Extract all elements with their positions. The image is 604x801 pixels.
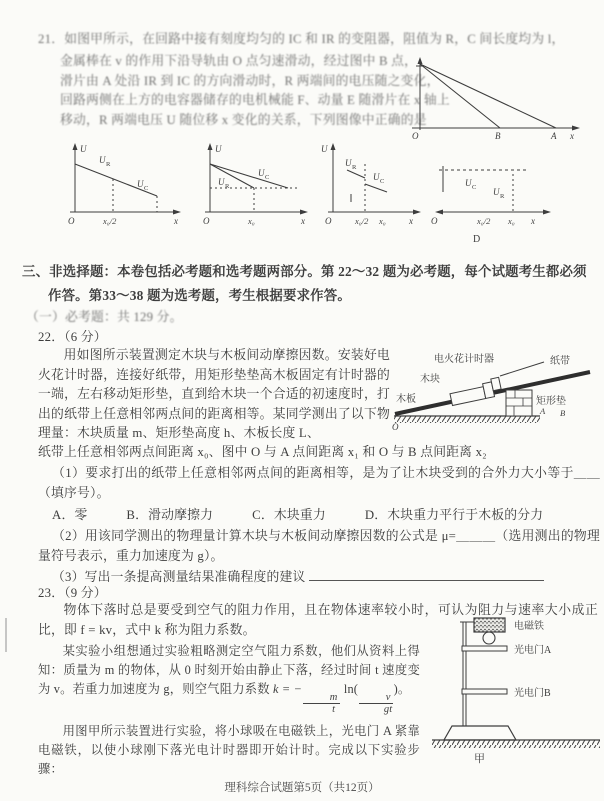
graphB-ylabel: U — [215, 144, 222, 154]
q21-line2: 金属棒在 v 的作用下沿导轨由 O 点匀速滑动，经过图中 B 点， — [60, 54, 418, 68]
graphA-xlabel: x — [174, 216, 178, 226]
q23-formula-post: )。 — [393, 682, 411, 696]
graphD-tick2: x₀ — [508, 216, 515, 226]
q23-label-gateB: 光电门B — [514, 688, 551, 699]
inset-tickB-label: B — [495, 131, 501, 141]
q23-caption-jia: 甲 — [474, 753, 485, 765]
frac1-denominator: t — [332, 704, 336, 716]
q21-lines — [60, 52, 450, 130]
q22-apparatus-diagram — [392, 350, 602, 444]
q22-item3: （3）写出一条提高测量结果准确程度的建议 — [52, 570, 306, 584]
q22-label-timer: 电火花计时器 — [434, 354, 494, 365]
q21-option-graphs — [55, 138, 589, 250]
q22-para2: 纸带上任意相邻两点间距离 x₀、图中 O 与 A 点间距离 x₁ 和 O 与 B 点间距离 x₂ — [38, 445, 487, 459]
graphD-UR-base: U — [493, 187, 500, 197]
q23-formula-frac1 — [302, 692, 340, 715]
q22-options: A．零 B．滑动摩擦力 C．木块重力 D．木块重力平行于木板的分力 — [52, 508, 544, 522]
graphB-UC-sub: C — [265, 174, 270, 181]
frac1-numerator: m — [303, 692, 339, 704]
graphA-tick1: x₀/2 — [103, 216, 117, 226]
graphA-origin: O — [68, 216, 75, 226]
q23-label-magnet: 电磁铁 — [514, 621, 544, 632]
graphB-UR-base: U — [218, 177, 225, 187]
graphD-UC-base: U — [465, 178, 472, 188]
graphC-origin: O — [325, 216, 332, 226]
graphC-UR-sub: R — [352, 164, 357, 171]
q21-line4: 回路两侧在上方的电容器储存的电机械能 F、动量 E 随滑片在 x 轴上 — [60, 93, 450, 107]
inset-tickA-label: A — [551, 131, 557, 141]
q22-label-board: 木板 — [396, 394, 416, 405]
frac2-numerator: v — [359, 692, 392, 704]
graphA-UR-base: U — [99, 155, 106, 165]
q22-item3-blank — [309, 568, 544, 581]
q22-label-wedge: 矩形垫 — [536, 396, 566, 407]
q22-label-A: A — [540, 406, 546, 416]
graphC-UC-base: U — [373, 172, 380, 182]
q22-label-O: O — [392, 422, 399, 432]
frac2-denominator: gt — [383, 704, 393, 716]
q22-item2: （2）用该同学测出的物理量计算木块与木板间动摩擦因数的公式是 μ=＿＿＿（选用测出的物理量符号表示，重力加速度为 g）。 — [38, 529, 600, 563]
graphC-tick2: x₀ — [379, 216, 386, 226]
q21-graph-D — [429, 138, 589, 250]
q21-inset-graph — [400, 52, 595, 142]
graphA-UC-base: U — [137, 179, 144, 189]
q22-para1: 用如图所示装置测定木块与木板间动摩擦因数。安装好电火花计时器，连接好纸带，用矩形垫垫高木板固定有计时器的一端，左右移动矩形垫，直到给木块一个合适的初速度时，打出的纸带上任意相邻两点间的距离相等。某同学测出了以下物理量：木块质量 m、矩形垫高度 h、木板长度 L、 — [38, 348, 390, 440]
graphB-UC-base: U — [258, 168, 265, 178]
q23-para2 — [38, 642, 420, 715]
graphD-xlabel: x — [531, 216, 535, 226]
inset-xaxis-label: x — [570, 131, 574, 141]
graphD-tick1: x₀/2 — [477, 216, 491, 226]
graphD-origin: O — [431, 216, 438, 226]
graphC-UR-base: U — [345, 158, 352, 168]
q22-label-block: 木块 — [420, 374, 440, 385]
graphC-ylabel: U — [321, 144, 328, 154]
q23-para3: 用图甲所示装置进行实验，将小球吸在电磁铁上，光电门 A 紧靠电磁铁，以使小球刚下落光电计时器即开始计时。完成以下实验步骤： — [38, 724, 420, 776]
section3-line1: 三、非选择题：本卷包括必考题和选考题两部分。第 22～32 题为必考题，每个试题考生都必须 — [22, 264, 587, 279]
q21-graph-A — [55, 138, 190, 250]
graphD-letter: D — [473, 234, 481, 245]
scan-artifact-mark — [5, 618, 7, 652]
graphC-UC-sub: C — [380, 178, 385, 185]
q22-label-tape: 纸带 — [550, 356, 570, 367]
q23-formula-ln: ln( — [340, 682, 359, 696]
section3-subtitle: （一）必考题：共 129 分。 — [26, 310, 183, 324]
graphB-origin: O — [203, 216, 210, 226]
graphD-UR-sub: R — [500, 193, 505, 200]
graphC-xlabel: x — [409, 216, 413, 226]
graphA-UC-sub: C — [144, 185, 149, 192]
graphB-UR-sub: R — [225, 183, 230, 190]
q23-para2-text: 某实验小组想通过实验粗略测定空气阻力系数，他们从资料上得知：质量为 m 的物体，从 0 时刻开始由静止下落，经过时间 t 速度变为 v。若重力加速度为 g，则空气阻力系数 — [38, 644, 420, 696]
q22-label-B: B — [560, 408, 566, 418]
graphA-ylabel: U — [80, 144, 87, 154]
q23-para1: 物体下落时总是要受到空气的阻力作用，且在物体速率较小时，可认为阻力与速率大小成正比，即 f = kv，式中 k 称为阻力系数。 — [38, 603, 598, 637]
q23-formula-pre: k = − — [272, 682, 303, 696]
q23-heading: 23．（9 分） — [38, 586, 107, 600]
q23-formula — [272, 682, 411, 716]
q22-item1: （1）要求打出的纸带上任意相邻两点间的距离相等，是为了让木块受到的合外力大小等于＿＿（填序号）。 — [38, 466, 600, 500]
graphA-UR-sub: R — [106, 161, 111, 168]
graphB-xlabel: x — [301, 216, 305, 226]
q21-graph-B — [190, 138, 317, 250]
q23-formula-frac2 — [358, 692, 393, 715]
q21-graph-C — [317, 138, 429, 250]
q21-line5: 移动，R 两端电压 U 随位移 x 变化的关系，下列图像中正确的是 — [60, 112, 427, 127]
section3-line2: 作答。第33～38 题为选考题，考生根据要求作答。 — [48, 288, 351, 303]
q22-item3-row — [52, 568, 544, 588]
graphB-tick1: x₀ — [248, 216, 255, 226]
graphD-UC-sub: C — [472, 184, 477, 191]
inset-origin-label: O — [412, 131, 419, 141]
graphC-tick1: x₀/2 — [355, 216, 369, 226]
q21-line1: 21．如图甲所示，在回路中接有刻度均匀的 IC 和 IR 的变阻器，阻值为 R，C 间长度均为 l， — [38, 32, 565, 46]
q23-label-gateA: 光电门A — [514, 645, 552, 656]
page-footer: 理科综合试题第5页（共12页） — [224, 782, 380, 794]
q21-line3: 滑片由 A 处沿 IR 到 IC 的方向滑动时，R 两端间的电压随之变化， — [60, 73, 440, 88]
q23-apparatus-diagram — [432, 612, 602, 766]
q22-heading: 22．（6 分） — [38, 330, 107, 344]
